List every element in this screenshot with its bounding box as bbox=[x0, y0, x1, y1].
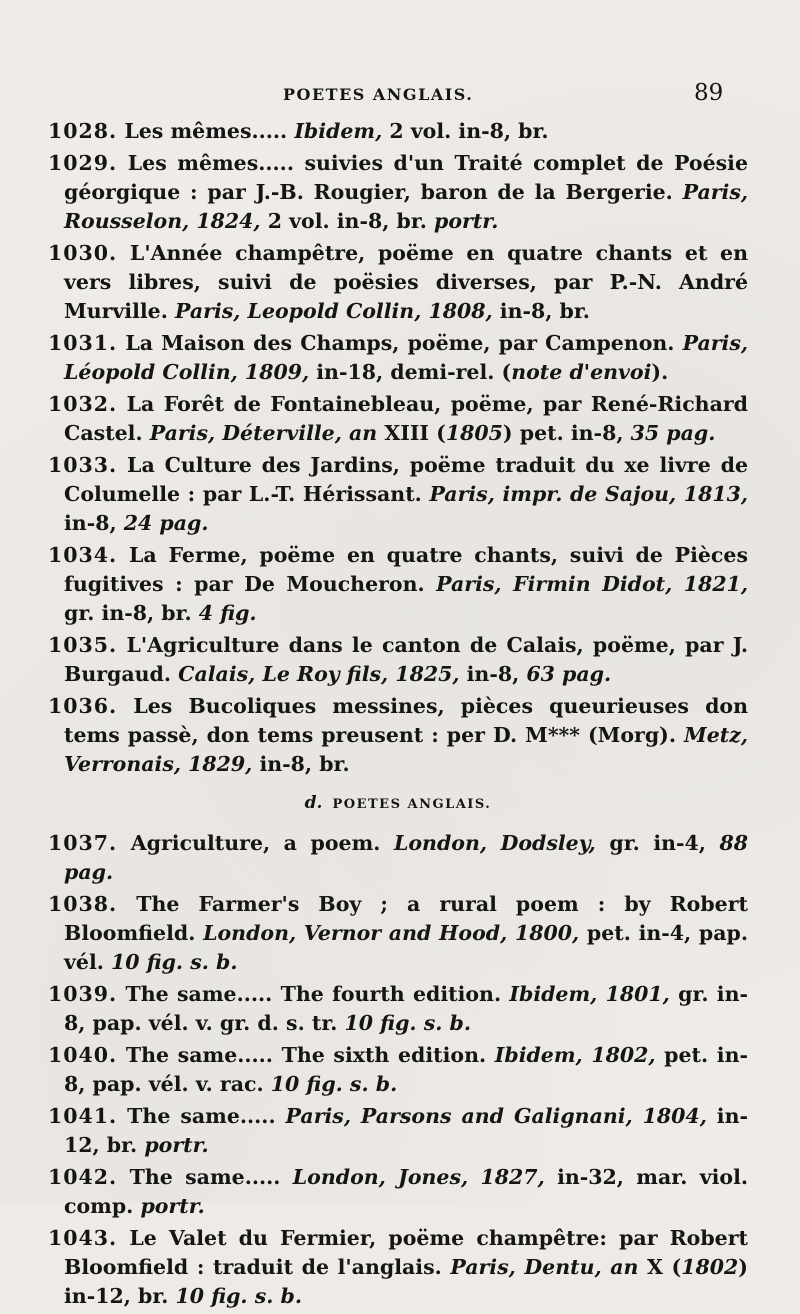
entry-text-part: The same..... The sixth edition. bbox=[125, 1043, 495, 1067]
entry-text-part: gr. in-4, bbox=[595, 831, 720, 855]
entry-number: 1042. bbox=[48, 1165, 118, 1189]
entry-text-part: La Culture des Jardins, poëme traduit du xe livre de Columelle : par L.-T. Hérissant. bbox=[64, 453, 748, 506]
catalogue-entry bbox=[48, 829, 748, 887]
entry-text-part: in-32, mar. viol. comp. bbox=[64, 1165, 748, 1218]
catalogue-entry bbox=[48, 390, 748, 448]
section-title: POETES ANGLAIS. bbox=[332, 797, 492, 812]
entry-text-part: gr. in-8, pap. vél. v. gr. d. s. tr. bbox=[64, 982, 749, 1035]
catalogue-entry bbox=[48, 117, 748, 146]
entry-italic-part: London, Vernor and Hood, 1800, bbox=[203, 921, 580, 945]
entry-number: 1037. bbox=[48, 831, 118, 855]
entry-text-part: L'Agriculture dans le canton de Calais, poëme, par J. Burgaud. bbox=[64, 633, 748, 686]
entry-list-english-poets bbox=[48, 829, 748, 1311]
entry-number: 1032. bbox=[48, 392, 118, 416]
entry-text-part: 2 vol. in-8, br. bbox=[382, 119, 549, 143]
entry-text-part: in-8, bbox=[64, 511, 124, 535]
running-title: POETES ANGLAIS. bbox=[283, 85, 474, 104]
catalogue-entry bbox=[48, 1102, 748, 1160]
catalogue-entry bbox=[48, 631, 748, 689]
entry-number: 1039. bbox=[48, 982, 118, 1006]
entry-number: 1040. bbox=[48, 1043, 118, 1067]
entry-italic-part: Paris, impr. de Sajou, 1813, bbox=[429, 482, 749, 506]
section-letter: d. bbox=[304, 793, 323, 813]
entry-text-part: 2 vol. in-8, br. bbox=[260, 209, 435, 233]
entry-text-part: The same..... bbox=[127, 1104, 286, 1128]
entry-italic-part: Calais, Le Roy fils, 1825, bbox=[178, 662, 460, 686]
entry-italic-part: Paris, Léopold Collin, 1809, bbox=[64, 331, 748, 384]
entry-number: 1041. bbox=[48, 1104, 118, 1128]
entry-number: 1038. bbox=[48, 892, 118, 916]
page-header bbox=[0, 80, 800, 110]
entry-text-part: X ( bbox=[638, 1255, 682, 1279]
entry-italic-part: portr. bbox=[144, 1133, 209, 1157]
entry-number: 1029. bbox=[48, 151, 118, 175]
catalogue-entry bbox=[48, 692, 748, 779]
entry-text-part: Les Bucoliques messines, pièces queurieuses don tems passè, don tems preusent : per D. M*** (Morg). bbox=[64, 694, 749, 747]
entry-italic-part: 24 pag. bbox=[123, 511, 209, 535]
catalogue-entry bbox=[48, 980, 748, 1038]
entry-italic-part: Paris, Firmin Didot, 1821, bbox=[436, 572, 748, 596]
entry-italic-part: 1805 bbox=[445, 421, 503, 445]
entry-italic-part: 1802 bbox=[681, 1255, 739, 1279]
entry-text-part: pet. in-8, pap. vél. v. rac. bbox=[64, 1043, 748, 1096]
catalogue-entry bbox=[48, 329, 748, 387]
entry-number: 1043. bbox=[48, 1226, 118, 1250]
section-heading bbox=[48, 793, 748, 813]
entry-text-part: in-8, br. bbox=[252, 752, 350, 776]
entry-text-part: XIII ( bbox=[377, 421, 446, 445]
entry-italic-part: 10 fig. s. b. bbox=[175, 1284, 302, 1308]
entry-italic-part: Paris, Rousselon, 1824, bbox=[64, 180, 748, 233]
catalogue-entry bbox=[48, 541, 748, 628]
entry-text-part: in-12, br. bbox=[64, 1104, 749, 1157]
entry-text-part: Les mêmes..... bbox=[124, 119, 295, 143]
catalogue-entry bbox=[48, 451, 748, 538]
entry-italic-part: 63 pag. bbox=[526, 662, 612, 686]
entry-number: 1031. bbox=[48, 331, 118, 355]
entry-italic-part: Paris, Leopold Collin, 1808, bbox=[175, 299, 493, 323]
page-number: 89 bbox=[694, 80, 724, 106]
catalogue-entry bbox=[48, 239, 748, 326]
catalogue-entry bbox=[48, 1163, 748, 1221]
entry-text-part: Le Valet du Fermier, poëme champêtre: par Robert Bloomfield : traduit de l'anglais. bbox=[64, 1226, 748, 1279]
entry-italic-part: 35 pag. bbox=[630, 421, 716, 445]
entry-text-part: ). bbox=[651, 360, 669, 384]
entry-list-georgic bbox=[48, 117, 748, 779]
entry-italic-part: Paris, Dentu, an bbox=[450, 1255, 639, 1279]
entry-number: 1033. bbox=[48, 453, 118, 477]
entry-italic-part: 10 fig. s. b. bbox=[344, 1011, 471, 1035]
entry-text-part: The same..... The fourth edition. bbox=[125, 982, 510, 1006]
catalogue-entry bbox=[48, 149, 748, 236]
entry-italic-part: Ibidem, bbox=[294, 119, 383, 143]
entry-number: 1028. bbox=[48, 119, 118, 143]
entry-italic-part: London, Jones, 1827, bbox=[292, 1165, 545, 1189]
entry-italic-part: 10 fig. s. b. bbox=[111, 950, 238, 974]
entry-text-part: Les mêmes..... suivies d'un Traité complet de Poésie géorgique : par J.-B. Rougier, baron de la Bergerie. bbox=[64, 151, 748, 204]
entry-text-part: L'Année champêtre, poëme en quatre chants et en vers libres, suivi de poësies diverses, par P.-N. André Murville. bbox=[64, 241, 749, 323]
entry-italic-part: note d'envoi bbox=[511, 360, 652, 384]
entry-italic-part: portr. bbox=[140, 1194, 205, 1218]
entry-number: 1035. bbox=[48, 633, 118, 657]
entry-text-part: La Ferme, poëme en quatre chants, suivi de Pièces fugitives : par De Moucheron. bbox=[64, 543, 748, 596]
catalogue-entries bbox=[48, 117, 748, 1314]
entry-text-part: in-8, br. bbox=[492, 299, 590, 323]
entry-italic-part: 4 fig. bbox=[198, 601, 257, 625]
catalogue-entry bbox=[48, 1224, 748, 1311]
entry-number: 1034. bbox=[48, 543, 118, 567]
entry-text-part: in-18, demi-rel. ( bbox=[309, 360, 512, 384]
entry-number: 1036. bbox=[48, 694, 118, 718]
entry-number: 1030. bbox=[48, 241, 118, 265]
entry-text-part: pet. in-4, pap. vél. bbox=[64, 921, 748, 974]
entry-text-part: La Forêt de Fontainebleau, poëme, par René-Richard Castel. bbox=[64, 392, 748, 445]
entry-italic-part: Paris, Parsons and Galignani, 1804, bbox=[285, 1104, 707, 1128]
entry-text-part: ) pet. in-8, bbox=[502, 421, 631, 445]
catalogue-entry bbox=[48, 1041, 748, 1099]
entry-italic-part: portr. bbox=[434, 209, 499, 233]
entry-italic-part: 88 pag. bbox=[64, 831, 749, 884]
entry-italic-part: Paris, Déterville, an bbox=[149, 421, 378, 445]
entry-italic-part: Metz, Verronais, 1829, bbox=[64, 723, 748, 776]
entry-italic-part: Ibidem, 1801, bbox=[509, 982, 670, 1006]
entry-text-part: La Maison des Champs, poëme, par Campenon. bbox=[125, 331, 683, 355]
entry-text-part: gr. in-8, br. bbox=[64, 601, 199, 625]
entry-italic-part: 10 fig. s. b. bbox=[270, 1072, 398, 1096]
entry-text-part: The same..... bbox=[129, 1165, 293, 1189]
catalogue-entry bbox=[48, 890, 748, 977]
entry-text-part: Agriculture, a poem. bbox=[130, 831, 394, 855]
entry-italic-part: Ibidem, 1802, bbox=[494, 1043, 656, 1067]
entry-text-part: The Farmer's Boy ; a rural poem : by Robert Bloomfield. bbox=[64, 892, 748, 945]
entry-italic-part: London, Dodsley, bbox=[393, 831, 596, 855]
entry-text-part: ) in-12, br. bbox=[64, 1255, 748, 1308]
entry-text-part: in-8, bbox=[459, 662, 527, 686]
